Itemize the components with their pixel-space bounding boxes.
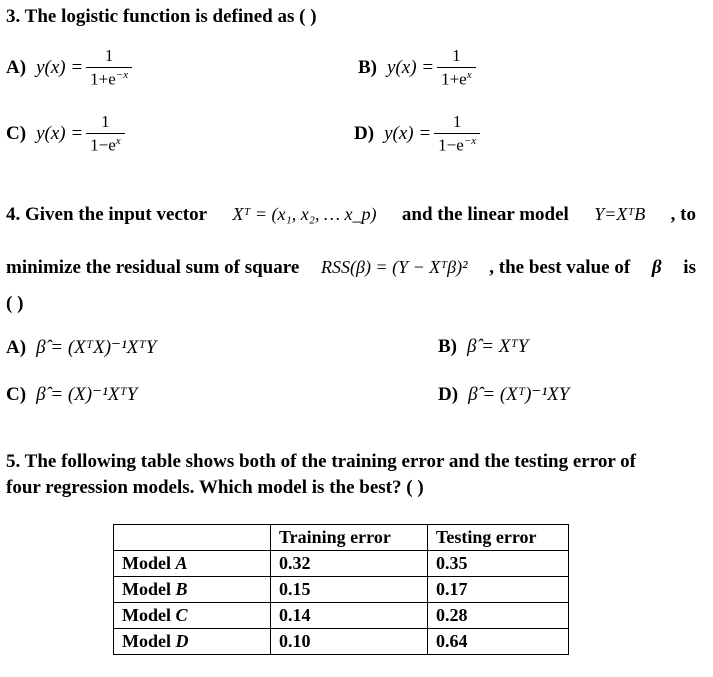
q4-option-a[interactable] (6, 336, 156, 359)
den-base: 1−e (438, 135, 464, 155)
training-error-cell: 0.14 (271, 603, 428, 629)
q3-option-a[interactable] (6, 46, 132, 90)
header-cell-model (114, 525, 271, 551)
denominator (434, 133, 480, 156)
q4-rss-math: RSS(β) = (Y − Xᵀβ)² (320, 257, 468, 277)
model-word: Model (122, 553, 171, 573)
table-header-row (114, 525, 569, 551)
question-5-line-1: 5. The following table shows both of the training error and the testing error of (6, 451, 636, 472)
option-label: B) (438, 336, 457, 357)
q4-text-a: 4. Given the input vector (6, 204, 208, 225)
den-base: 1+e (90, 69, 116, 89)
den-exponent: x (466, 69, 472, 81)
option-lhs: y(x) = (384, 122, 432, 144)
den-base: 1+e (441, 69, 467, 89)
question-3-prompt: 3. The logistic function is defined as ( ) (6, 6, 317, 27)
header-cell-training: Training error (271, 525, 428, 551)
q4-text-b: and the linear model (401, 204, 569, 225)
model-word: Model (122, 605, 171, 625)
option-label: D) (354, 122, 375, 144)
den-base: 1−e (90, 135, 116, 155)
training-error-cell: 0.15 (271, 577, 428, 603)
header-cell-testing: Testing error (428, 525, 569, 551)
option-label: D) (438, 383, 459, 405)
model-cell (114, 629, 271, 655)
table-row (114, 603, 569, 629)
fraction (437, 46, 476, 90)
option-expression: β̂ = (Xᵀ)⁻¹XY (468, 384, 570, 405)
model-cell (114, 551, 271, 577)
option-expression: β̂ = (X)⁻¹XᵀY (36, 384, 138, 405)
q4-text-d: minimize the residual sum of square (6, 257, 300, 278)
model-word: Model (122, 631, 171, 651)
question-4-line-2 (6, 257, 696, 279)
denominator (86, 133, 125, 156)
q4-option-b[interactable] (438, 336, 528, 358)
option-lhs: y(x) = (36, 122, 84, 144)
testing-error-cell: 0.28 (428, 603, 569, 629)
model-letter: D (175, 631, 189, 651)
q4-beta-symbol: β (651, 257, 662, 278)
table-row (114, 629, 569, 655)
fraction (86, 112, 125, 156)
model-letter: A (175, 553, 188, 573)
fraction (434, 112, 480, 156)
error-table (113, 524, 569, 655)
den-exponent: −x (463, 135, 477, 147)
option-lhs: y(x) = (36, 56, 84, 78)
q4-input-vector-math: Xᵀ = (x₁, x₂, … x_p) (232, 204, 377, 224)
den-exponent: −x (115, 69, 129, 81)
q3-option-b[interactable] (358, 46, 476, 90)
q4-answer-paren: ( ) (6, 293, 24, 314)
denominator (437, 67, 476, 90)
q3-option-d[interactable] (354, 112, 480, 156)
training-error-cell: 0.10 (271, 629, 428, 655)
numerator: 1 (452, 46, 461, 65)
training-error-cell: 0.32 (271, 551, 428, 577)
q4-linear-model-math: Y=XᵀΒ (594, 204, 646, 224)
testing-error-cell: 0.17 (428, 577, 569, 603)
question-5-line-2: four regression models. Which model is the best? ( ) (6, 477, 424, 498)
numerator: 1 (452, 112, 462, 131)
table-row (114, 577, 569, 603)
q4-text-e: , the best value of (489, 257, 631, 278)
testing-error-cell: 0.35 (428, 551, 569, 577)
fraction (86, 46, 132, 90)
table-row (114, 551, 569, 577)
option-expression: β̂ = (XᵀX)⁻¹XᵀY (36, 337, 157, 358)
numerator: 1 (101, 112, 110, 131)
model-word: Model (122, 579, 171, 599)
q4-option-d[interactable] (438, 383, 569, 406)
q4-option-c[interactable] (6, 383, 137, 406)
denominator (86, 67, 132, 90)
option-label: A) (6, 56, 27, 78)
option-label: C) (6, 122, 27, 144)
numerator: 1 (104, 46, 114, 65)
model-letter: B (175, 579, 188, 599)
option-expression: β̂ = XᵀY (467, 336, 529, 357)
option-label: A) (6, 336, 27, 358)
q3-option-c[interactable] (6, 112, 125, 156)
option-label: C) (6, 383, 27, 405)
q4-text-f: is (683, 257, 696, 278)
testing-error-cell: 0.64 (428, 629, 569, 655)
model-cell (114, 577, 271, 603)
model-cell (114, 603, 271, 629)
model-letter: C (175, 605, 188, 625)
option-lhs: y(x) = (387, 56, 435, 78)
question-4-line-1 (6, 204, 696, 226)
option-label: B) (358, 56, 377, 78)
q4-text-c: , to (670, 204, 696, 225)
den-exponent: x (115, 135, 121, 147)
